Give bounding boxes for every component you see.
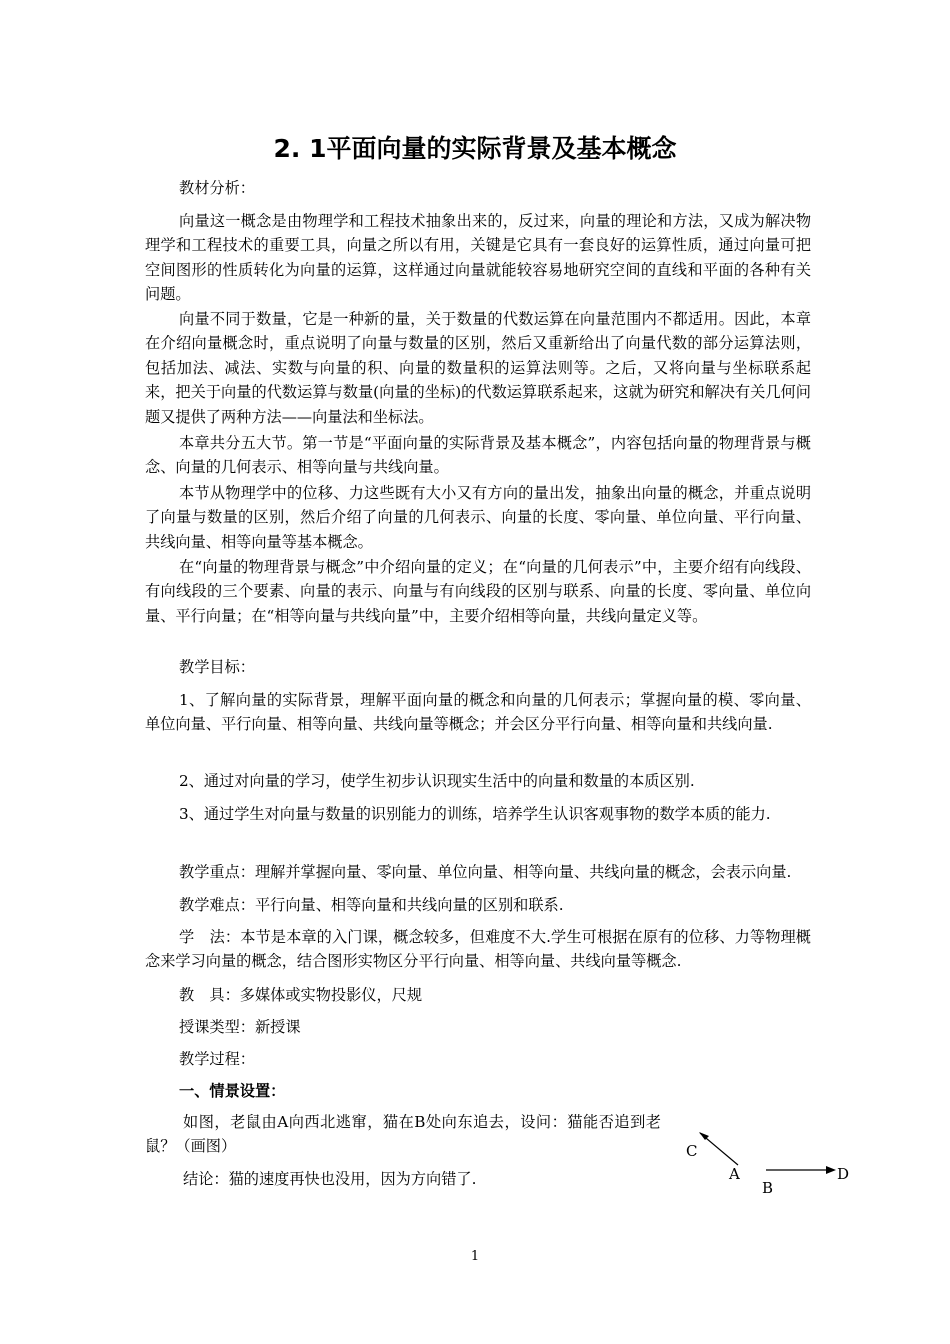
analysis-heading: 教材分析： [179, 179, 255, 197]
analysis-paragraph-1: 向量这一概念是由物理学和工程技术抽象出来的，反过来，向量的理论和方法，又成为解决物理学和工程技术的重要工具，向量之所以有用，关键是它具有一套良好的运算性质，通过向量可把空间图形的性质转化为向量的运算，这样通过向量就能较容易地研究空间的直线和平面的各种有关问题。 [145, 212, 811, 304]
point-label-d: D [837, 1165, 850, 1183]
goal-3: 3、通过学生对向量与数量的识别能力的训练，培养学生认识客观事物的数学本质的能力. [179, 805, 771, 823]
analysis-paragraph-3: 本章共分五大节。第一节是“平面向量的实际背景及基本概念”，内容包括向量的物理背景与概念、向量的几何表示、相等向量与共线向量。 [145, 434, 811, 477]
page-title: 2. 1平面向量的实际背景及基本概念 [273, 134, 677, 163]
goal-2: 2、通过对向量的学习，使学生初步认识现实生活中的向量和数量的本质区别. [179, 772, 695, 790]
lesson-type: 授课类型：新授课 [179, 1018, 301, 1036]
scenario-text: 如图，老鼠由A向西北逃窜，猫在B处向东追去，设问：猫能否追到老鼠？（画图） [145, 1113, 661, 1156]
page-number: 1 [470, 1249, 480, 1264]
difficulty: 教学难点：平行向量、相等向量和共线向量的区别和联系. [179, 896, 564, 914]
analysis-paragraph-4: 本节从物理学中的位移、力这些既有大小又有方向的量出发，抽象出向量的概念，并重点说明了向量与数量的区别，然后介绍了向量的几何表示、向量的长度、零向量、单位向量、平行向量、共线向量、相等向量等基本概念。 [145, 484, 811, 551]
point-label-a: A [729, 1165, 740, 1183]
conclusion: 结论：猫的速度再快也没用，因为方向错了. [183, 1170, 477, 1188]
scenario-heading: 一、情景设置： [179, 1082, 286, 1100]
teaching-tools: 教 具：多媒体或实物投影仪，尺规 [179, 986, 422, 1004]
point-label-c: C [686, 1142, 698, 1160]
cat-mouse-figure [680, 1120, 860, 1210]
goal-1: 1、了解向量的实际背景，理解平面向量的概念和向量的几何表示；掌握向量的模、零向量、单位向量、平行向量、相等向量、共线向量等概念；并会区分平行向量、相等向量和共线向量. [145, 691, 811, 734]
process-heading: 教学过程： [179, 1050, 255, 1068]
key-point: 教学重点：理解并掌握向量、零向量、单位向量、相等向量、共线向量的概念，会表示向量. [179, 863, 792, 881]
learning-method: 学 法：本节是本章的入门课，概念较多，但难度不大.学生可根据在原有的位移、力等物理概念来学习向量的概念，结合图形实物区分平行向量、相等向量、共线向量等概念. [145, 928, 811, 971]
arrowhead-d [826, 1166, 836, 1174]
analysis-paragraph-5: 在“向量的物理背景与概念”中介绍向量的定义；在“向量的几何表示”中，主要介绍有向线段、有向线段的三个要素、向量的表示、向量与有向线段的区别与联系、向量的长度、零向量、单位向量、平行向量；在“相等向量与共线向量”中，主要介绍相等向量，共线向量定义等。 [145, 558, 811, 625]
point-label-b: B [762, 1179, 774, 1197]
goals-heading: 教学目标： [179, 658, 255, 676]
analysis-paragraph-2: 向量不同于数量，它是一种新的量，关于数量的代数运算在向量范围内不都适用。因此，本章在介绍向量概念时，重点说明了向量与数量的区别，然后又重新给出了向量代数的部分运算法则，包括加法、减法、实数与向量的积、向量的数量积的运算法则等。之后，又将向量与坐标联系起来，把关于向量的代数运算与数量(向量的坐标)的代数运算联系起来，这就为研究和解决有关几何问题又提供了两种方法——向量法和坐标法。 [145, 310, 811, 426]
